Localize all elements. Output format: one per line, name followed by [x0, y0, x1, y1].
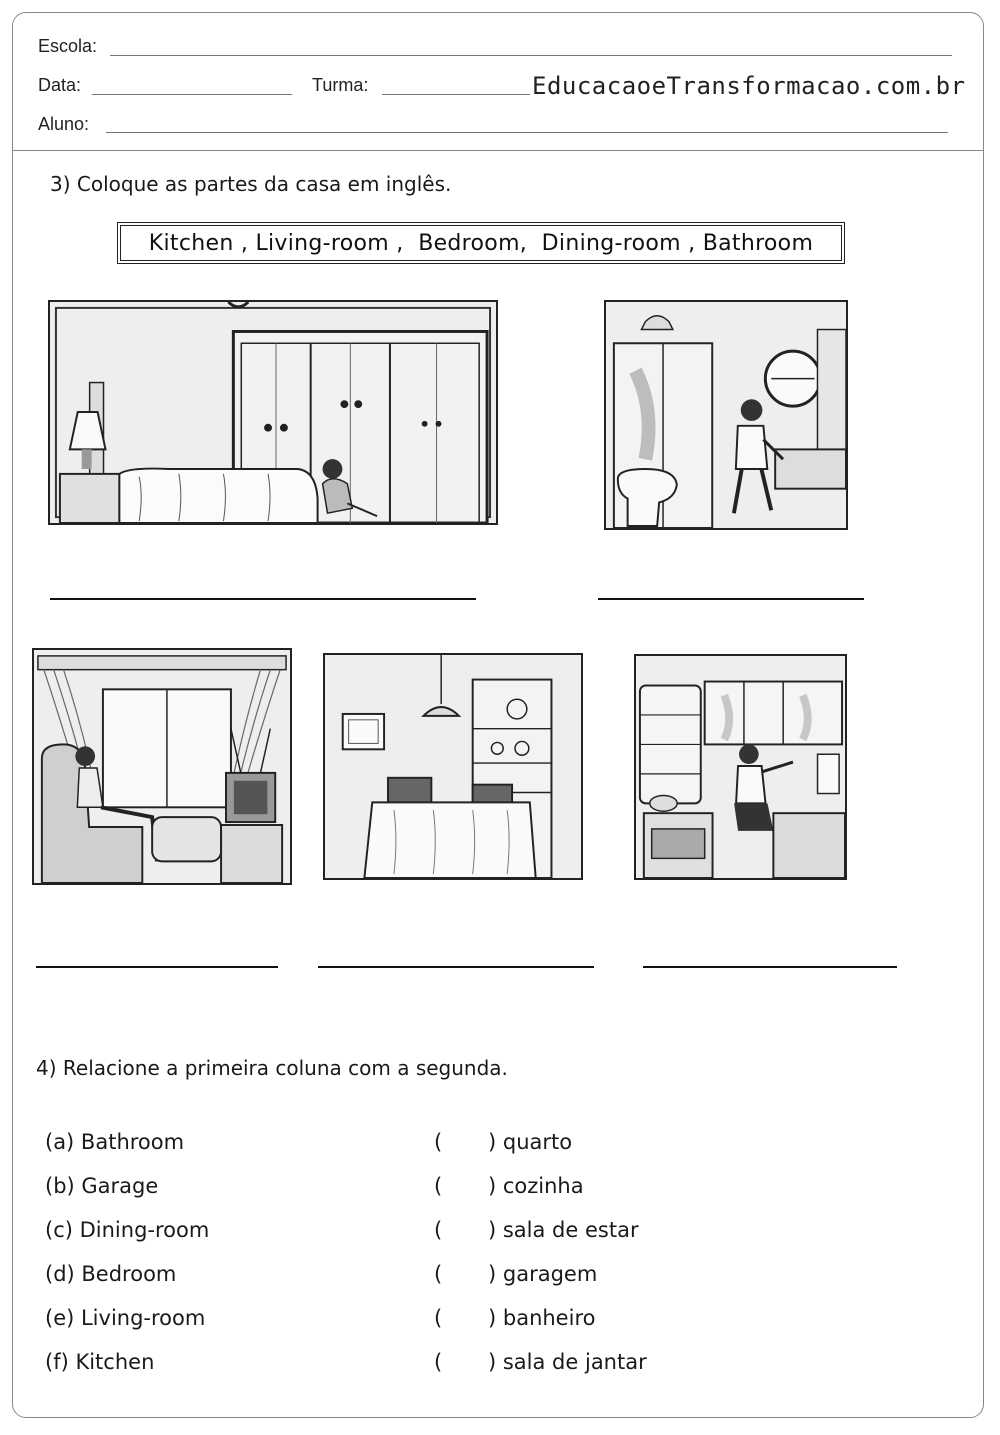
date-field[interactable] [92, 94, 292, 95]
question-4-prompt: 4) Relacione a primeira coluna com a segunda. [36, 1056, 508, 1080]
match-left-item: (a) Bathroom [45, 1130, 185, 1154]
word-bank-box [117, 222, 845, 264]
class-field[interactable] [382, 94, 530, 95]
answer-line-bedroom[interactable] [50, 598, 476, 600]
match-right-item: ) cozinha [488, 1174, 584, 1198]
match-left-item: (c) Dining-room [45, 1218, 210, 1242]
match-left-item: (d) Bedroom [45, 1262, 177, 1286]
school-field[interactable] [110, 55, 952, 56]
answer-line-bathroom[interactable] [598, 598, 864, 600]
match-answer-blank[interactable]: ( [434, 1174, 489, 1198]
bathroom-illustration [604, 300, 848, 530]
header-divider [12, 150, 984, 151]
bedroom-illustration [48, 300, 498, 525]
answer-line-dining-room[interactable] [318, 966, 594, 968]
match-answer-parens [434, 1120, 489, 1384]
school-label: Escola: [38, 36, 98, 56]
living-room-illustration [32, 648, 292, 885]
match-left-item: (b) Garage [45, 1174, 159, 1198]
match-answer-blank[interactable]: ( [434, 1306, 489, 1330]
student-label: Aluno: [38, 114, 90, 134]
website-watermark: EducacaoeTransformacao.com.br [532, 72, 966, 100]
match-left-item: (e) Living-room [45, 1306, 206, 1330]
answer-line-kitchen[interactable] [643, 966, 897, 968]
match-answer-blank[interactable]: ( [434, 1130, 489, 1154]
question-3-prompt: 3) Coloque as partes da casa em inglês. [50, 172, 452, 196]
date-label: Data: [38, 75, 82, 95]
match-right-item: ) garagem [488, 1262, 598, 1286]
kitchen-illustration [634, 654, 847, 880]
match-right-item: ) banheiro [488, 1306, 596, 1330]
answer-line-living-room[interactable] [36, 966, 278, 968]
dining-room-illustration [323, 653, 583, 880]
match-right-column [488, 1120, 647, 1384]
match-right-item: ) quarto [488, 1130, 573, 1154]
word-bank: Kitchen , Living-room , Bedroom, Dining-room , Bathroom [120, 225, 842, 261]
class-label: Turma: [312, 75, 369, 95]
match-left-column [45, 1120, 209, 1384]
match-right-item: ) sala de estar [488, 1218, 639, 1242]
match-answer-blank[interactable]: ( [434, 1262, 489, 1286]
match-right-item: ) sala de jantar [488, 1350, 647, 1374]
match-answer-blank[interactable]: ( [434, 1350, 489, 1374]
student-field[interactable] [106, 132, 948, 133]
match-left-item: (f) Kitchen [45, 1350, 155, 1374]
match-answer-blank[interactable]: ( [434, 1218, 489, 1242]
